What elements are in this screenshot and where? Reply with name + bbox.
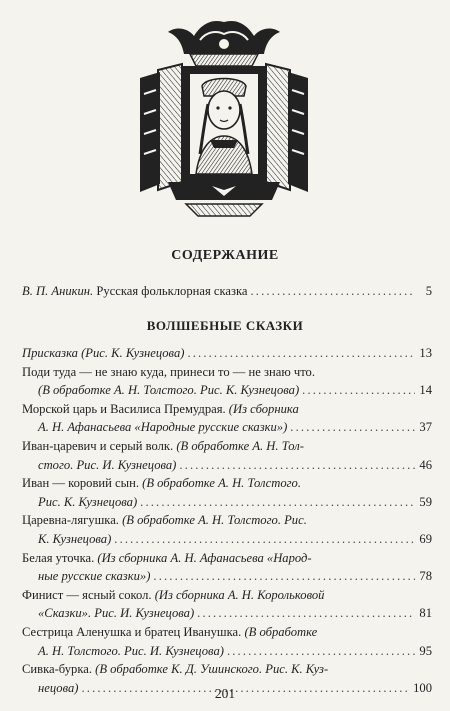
entry-text: А. Н. Толстого. Рис. И. Кузнецова) [38, 643, 224, 658]
page-ref: 59 [419, 494, 432, 509]
entry-text: (Из сборника А. Н. Афанасьева «Народ- [94, 550, 312, 565]
dot-leader [140, 493, 415, 512]
entry-text: (В обработке [241, 624, 318, 639]
toc-entry [22, 363, 432, 400]
dot-leader [153, 567, 415, 586]
dot-leader [179, 456, 415, 475]
toc-entry [22, 344, 432, 363]
entry-text: (Из сборника А. Н. Корольковой [151, 587, 325, 602]
entry-text: Царевна-лягушка. [22, 513, 119, 528]
entry-text: К. Кузнецова) [38, 531, 112, 546]
toc-line [22, 549, 432, 568]
page-title: СОДЕРЖАНИЕ [171, 248, 279, 263]
toc-line [22, 660, 432, 679]
toc-line [22, 437, 432, 456]
entry-text: (В обработке А. Н. Толстого. [138, 476, 301, 491]
section-title: ВОЛШЕБНЫЕ СКАЗКИ [146, 318, 304, 333]
page-ref: 37 [419, 420, 432, 435]
entry-text: Присказка (Рис. К. Кузнецова) [22, 346, 185, 360]
entry-text: Сивка-бурка. [22, 662, 92, 677]
toc-entry [22, 511, 432, 548]
page-ref: 69 [419, 531, 432, 546]
entry-text: А. Н. Афанасьева «Народные русские сказки») [38, 420, 288, 435]
toc-line [22, 456, 432, 475]
page-ref: 5 [425, 284, 432, 298]
page-ref: 81 [419, 606, 432, 621]
toc-line [22, 530, 432, 549]
woodcut-window-girl-icon [130, 14, 318, 220]
toc-intro [22, 282, 432, 301]
entry-text: Сестрица Аленушка и братец Иванушка. [22, 624, 242, 639]
toc-entry [22, 549, 432, 586]
toc-entry [22, 474, 432, 511]
dot-leader [250, 282, 415, 301]
entry-text: (В обработке А. Н. Толстого. Рис. К. Кузнецова) [38, 383, 300, 398]
entry-text: стого. Рис. И. Кузнецова) [38, 457, 177, 472]
toc-line [22, 381, 432, 400]
page-ref: 100 [413, 680, 432, 695]
entry-text: Поди туда — не знаю куда, принеси то — не знаю что. [22, 364, 316, 379]
toc-entry [22, 437, 432, 474]
toc-line [22, 493, 432, 512]
toc-entry [22, 623, 432, 660]
toc-line [22, 400, 432, 419]
entry-text: Белая уточка. [22, 550, 95, 565]
entry-text: (В обработке А. Н. Тол- [173, 438, 304, 453]
toc-line [22, 418, 432, 437]
toc-line [22, 282, 432, 301]
toc-line [22, 344, 432, 363]
page-ref: 14 [419, 383, 432, 398]
dot-leader [302, 381, 415, 400]
dot-leader [290, 418, 415, 437]
entry-text: Морской царь и Василиса Премудрая. [22, 401, 226, 416]
toc-list [22, 344, 432, 697]
page-ref: 46 [419, 457, 432, 472]
toc-line [22, 474, 432, 493]
toc-line [22, 642, 432, 661]
entry-text: Иван — коровий сын. [22, 476, 139, 491]
toc-entry [22, 400, 432, 437]
entry-text: Рис. К. Кузнецова) [38, 494, 138, 509]
entry-text: (В обработке А. Н. Толстого. Рис. [118, 513, 307, 528]
entry-text: «Сказки». Рис. И. Кузнецова) [38, 606, 195, 621]
entry-text: Иван-царевич и серый волк. [22, 438, 174, 453]
dot-leader [114, 530, 415, 549]
page-ref: 13 [419, 346, 432, 360]
entry-text: (Из сборника [225, 401, 299, 416]
toc-entry [22, 586, 432, 623]
toc-line [22, 511, 432, 530]
page-number: 201 [214, 686, 236, 701]
page-ref: 78 [419, 569, 432, 584]
entry-text: ные русские сказки») [38, 569, 151, 584]
entry-text: Финист — ясный сокол. [22, 587, 152, 602]
toc-line [22, 586, 432, 605]
dot-leader [227, 642, 415, 661]
intro-author: В. П. Аникин. [22, 284, 94, 298]
entry-text: (В обработке К. Д. Ушинского. Рис. К. Куз- [92, 662, 329, 677]
toc-line [22, 623, 432, 642]
dot-leader [187, 344, 415, 363]
toc-line [22, 604, 432, 623]
entry-text: нецова) [38, 680, 79, 695]
toc-line [22, 567, 432, 586]
toc-line [22, 363, 432, 382]
page-ref: 95 [419, 643, 432, 658]
intro-title: Русская фольклорная сказка [96, 284, 248, 298]
dot-leader [197, 604, 415, 623]
